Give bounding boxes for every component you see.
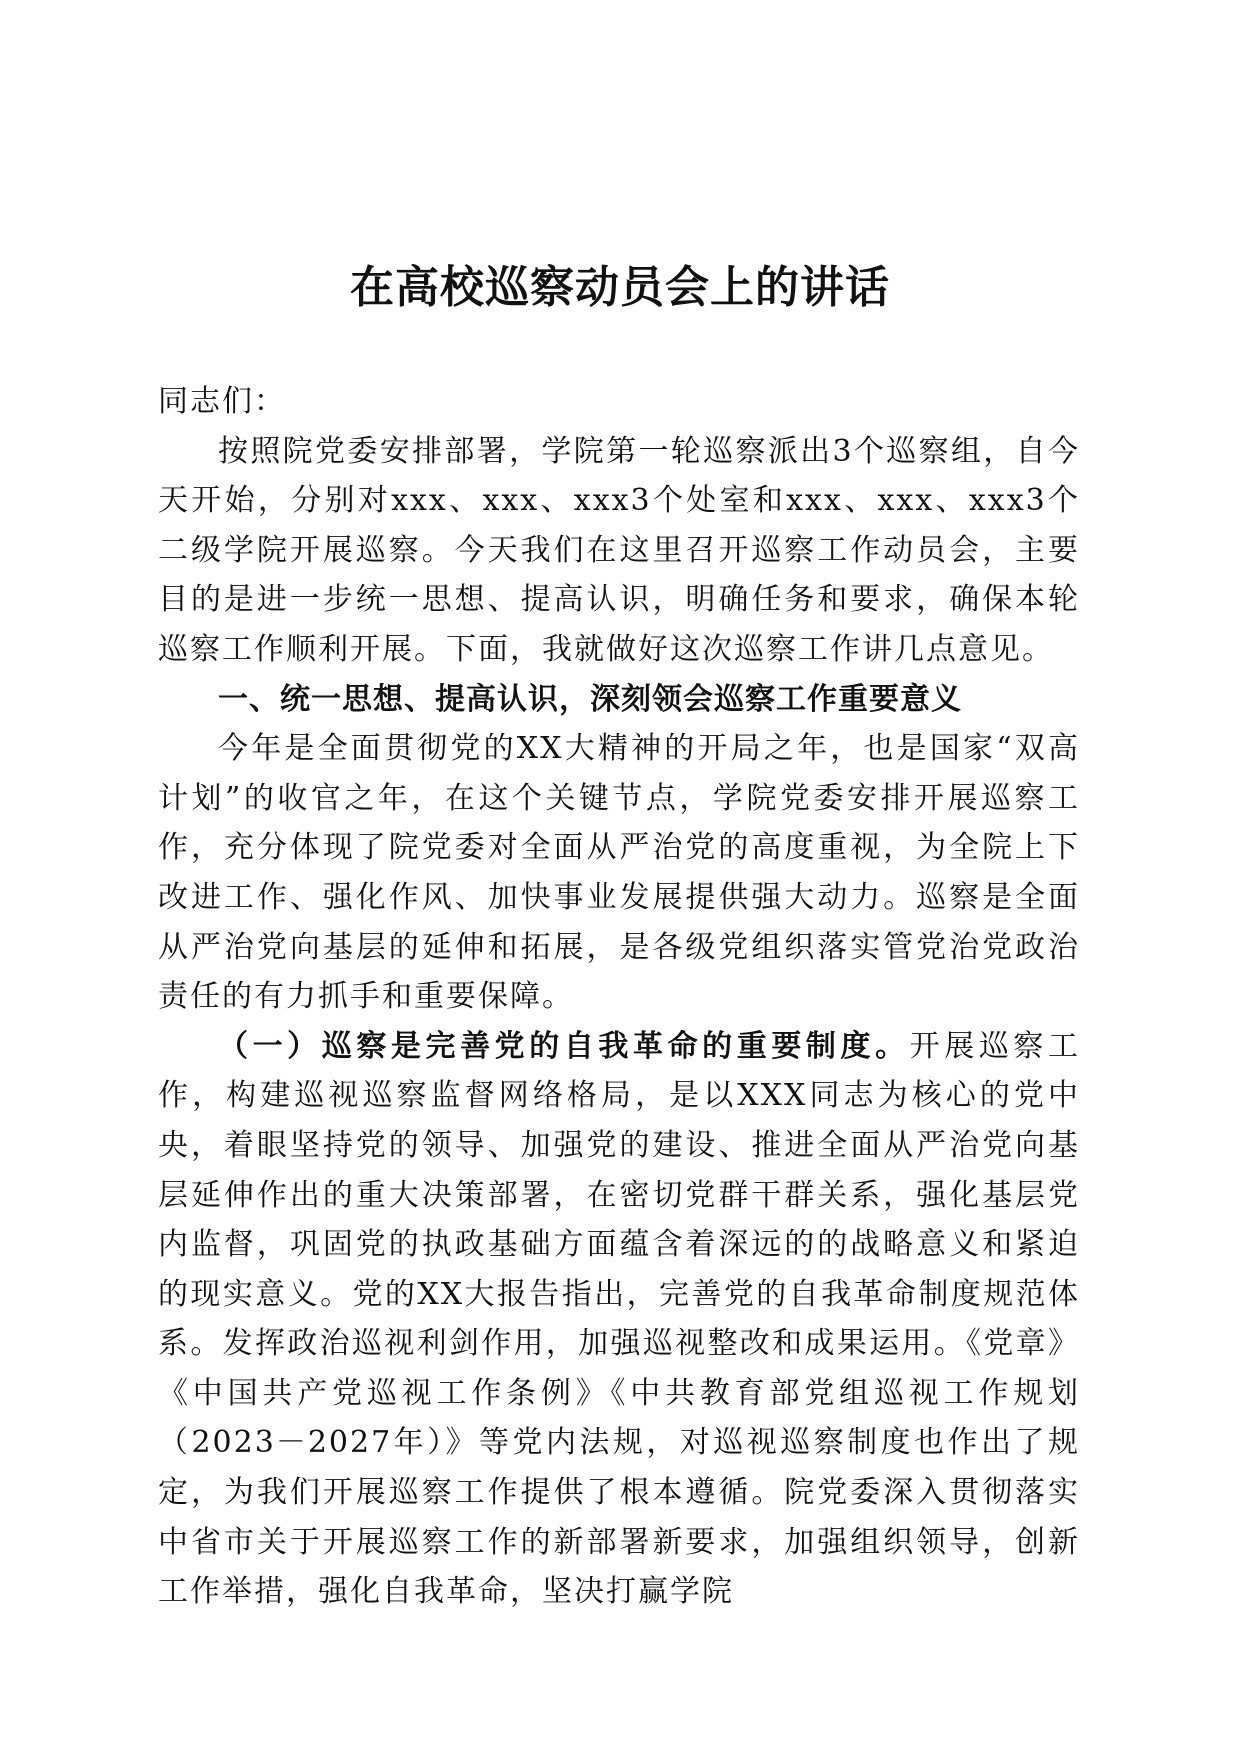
paragraph-significance: 今年是全面贯彻党的XX大精神的开局之年，也是国家“双高计划”的收官之年，在这个关键节点，学院党委安排开展巡察工作，充分体现了院党委对全面从严治党的高度重视，为全院上下改进工作、强化作风、加快事业发展提供强大动力。巡察是全面从严治党向基层的延伸和拓展，是各级党组织落实管党治党政治责任的有力抓手和重要保障。 — [158, 731, 1080, 1015]
paragraph-intro: 按照院党委安排部署，学院第一轮巡察派出3个巡察组，自今天开始，分别对xxx、xxx、xxx3个处室和xxx、xxx、xxx3个二级学院开展巡察。今天我们在这里召开巡察工作动员会，主要目的是进一步统一思想、提高认识，明确任务和要求，确保本轮巡察工作顺利开展。下面，我就做好这次巡察工作讲几点意见。 — [158, 433, 1080, 667]
salutation: 同志们： — [158, 384, 286, 419]
document-title: 在高校巡察动员会上的讲话 — [350, 262, 890, 313]
document-body — [158, 377, 1080, 1617]
section-heading-1: 一、统一思想、提高认识，深刻领会巡察工作重要意义 — [218, 681, 962, 717]
subsection-heading-1: （一）巡察是完善党的自我革命的重要制度。 — [218, 1028, 910, 1064]
subsection-1-text: 开展巡察工作，构建巡视巡察监督网络格局，是以XXX同志为核心的党中央，着眼坚持党的领导、加强党的建设、推进全面从严治党向基层延伸作出的重大决策部署，在密切党群干群关系，强化基层党内监督，巩固党的执政基础方面蕴含着深远的的战略意义和紧迫的现实意义。党的XX大报告指出，完善党的自我革命制度规范体系。发挥政治巡视利剑作用，加强巡视整改和成果运用。《党章》《中国共产党巡视工作条例》《中共教育部党组巡视工作规划（2023－2027年）》等党内法规，对巡视巡察制度也作出了规定，为我们开展巡察工作提供了根本遵循。院党委深入贯彻落实中省市关于开展巡察工作的新部署新要求，加强组织领导，创新工作举措，强化自我革命，坚决打赢学院 — [158, 1028, 1081, 1610]
paragraph-subsection-1 — [158, 1022, 1080, 1617]
